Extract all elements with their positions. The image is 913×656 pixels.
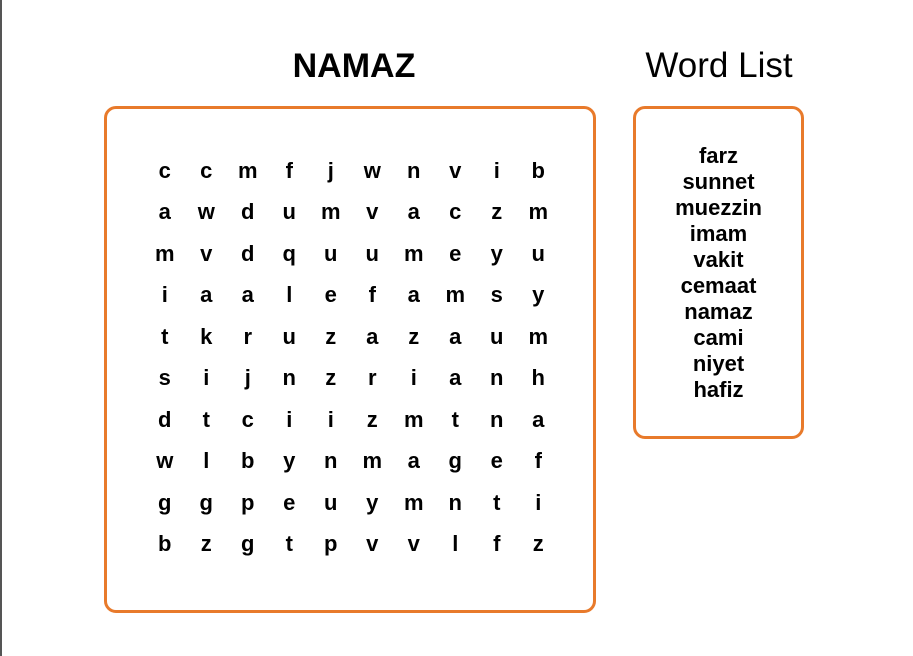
grid-cell[interactable]: y — [366, 489, 379, 515]
grid-cell[interactable]: q — [282, 240, 296, 266]
grid-cell[interactable]: v — [366, 199, 379, 225]
grid-cell[interactable]: a — [407, 199, 420, 225]
grid-cell[interactable]: s — [158, 365, 171, 391]
grid-cell[interactable]: e — [490, 448, 503, 474]
grid-cell[interactable]: u — [490, 323, 504, 349]
grid-cell[interactable]: n — [448, 489, 462, 515]
grid-cell[interactable]: z — [325, 365, 337, 391]
grid-cell[interactable]: i — [203, 365, 210, 391]
grid-cell[interactable]: i — [535, 489, 542, 515]
grid-cell[interactable]: t — [285, 531, 293, 557]
grid-cell[interactable]: n — [490, 365, 504, 391]
grid-cell[interactable]: w — [197, 199, 215, 225]
word-list-item: farz — [698, 143, 739, 168]
grid-cell[interactable]: c — [449, 199, 462, 225]
grid-cell[interactable]: j — [244, 365, 251, 391]
grid-cell[interactable]: m — [528, 199, 549, 225]
grid-cell[interactable]: d — [241, 240, 255, 266]
grid-cell[interactable]: m — [403, 406, 424, 432]
grid-cell[interactable]: y — [283, 448, 296, 474]
grid-cell[interactable]: b — [531, 157, 545, 183]
grid-cell[interactable]: l — [286, 282, 293, 308]
word-list-item: niyet — [692, 351, 745, 376]
grid-cell[interactable]: i — [286, 406, 293, 432]
grid-cell[interactable]: g — [199, 489, 213, 515]
grid-cell[interactable]: r — [243, 323, 253, 349]
grid-cell[interactable]: z — [491, 199, 503, 225]
grid-cell[interactable]: t — [161, 323, 169, 349]
grid-cell[interactable]: i — [493, 157, 500, 183]
grid-cell[interactable]: v — [449, 157, 462, 183]
grid-cell[interactable]: z — [532, 531, 544, 557]
grid-cell[interactable]: a — [407, 448, 420, 474]
grid-cell[interactable]: f — [534, 448, 542, 474]
word-list — [633, 143, 804, 403]
word-list-item: cemaat — [680, 273, 757, 298]
grid-cell[interactable]: m — [403, 240, 424, 266]
grid-cell[interactable]: w — [156, 448, 174, 474]
grid-cell[interactable]: a — [532, 406, 545, 432]
page-edge-line — [0, 0, 2, 656]
grid-cell[interactable]: g — [241, 531, 255, 557]
word-list-item: namaz — [684, 299, 753, 324]
grid-cell[interactable]: z — [366, 406, 378, 432]
grid-cell[interactable]: u — [324, 240, 338, 266]
grid-cell[interactable]: u — [531, 240, 545, 266]
word-list-item: imam — [689, 221, 748, 246]
grid-cell[interactable]: d — [241, 199, 255, 225]
grid-cell[interactable]: b — [241, 448, 255, 474]
grid-cell[interactable]: a — [200, 282, 213, 308]
grid-cell[interactable]: p — [241, 489, 255, 515]
grid-cell[interactable]: z — [408, 323, 420, 349]
grid-cell[interactable]: v — [366, 531, 379, 557]
grid-cell[interactable]: v — [200, 240, 213, 266]
grid-cell[interactable]: p — [324, 531, 338, 557]
grid-cell[interactable]: i — [327, 406, 334, 432]
grid-cell[interactable]: m — [320, 199, 341, 225]
grid-cell[interactable]: t — [493, 489, 501, 515]
grid-cell[interactable]: i — [410, 365, 417, 391]
grid-cell[interactable]: u — [324, 489, 338, 515]
grid-cell[interactable]: d — [158, 406, 172, 432]
grid-cell[interactable]: a — [158, 199, 171, 225]
grid-cell[interactable]: y — [532, 282, 545, 308]
grid-cell[interactable]: s — [490, 282, 503, 308]
grid-cell[interactable]: a — [449, 323, 462, 349]
grid-cell[interactable]: a — [241, 282, 254, 308]
grid-cell[interactable]: r — [367, 365, 377, 391]
grid-cell[interactable]: f — [493, 531, 501, 557]
grid-cell[interactable]: e — [449, 240, 462, 266]
grid-cell[interactable]: m — [362, 448, 383, 474]
grid-cell[interactable]: t — [202, 406, 210, 432]
word-list-item: hafiz — [693, 377, 744, 402]
word-list-title: Word List — [645, 46, 793, 85]
grid-cell[interactable]: e — [283, 489, 296, 515]
grid-cell[interactable]: a — [366, 323, 379, 349]
grid-cell[interactable]: y — [490, 240, 503, 266]
grid-cell[interactable]: g — [158, 489, 172, 515]
grid-cell[interactable]: v — [407, 531, 420, 557]
grid-cell[interactable]: k — [200, 323, 213, 349]
grid-cell[interactable]: a — [407, 282, 420, 308]
grid-cell[interactable]: b — [158, 531, 172, 557]
grid-cell[interactable]: u — [365, 240, 379, 266]
grid-cell[interactable]: u — [282, 199, 296, 225]
grid-cell[interactable]: f — [368, 282, 376, 308]
word-list-item: sunnet — [682, 169, 755, 194]
grid-cell[interactable]: z — [200, 531, 212, 557]
letter-grid[interactable] — [144, 150, 559, 565]
grid-cell[interactable]: m — [445, 282, 466, 308]
grid-cell[interactable]: a — [449, 365, 462, 391]
puzzle-title: NAMAZ — [292, 47, 416, 85]
grid-cell[interactable]: m — [528, 323, 549, 349]
grid-cell[interactable]: m — [237, 157, 258, 183]
grid-cell[interactable]: m — [154, 240, 175, 266]
grid-cell[interactable]: e — [324, 282, 337, 308]
grid-cell[interactable]: c — [158, 157, 171, 183]
grid-cell[interactable]: n — [490, 406, 504, 432]
grid-cell[interactable]: i — [161, 282, 168, 308]
grid-cell[interactable]: w — [363, 157, 381, 183]
grid-cell[interactable]: n — [324, 448, 338, 474]
grid-cell[interactable]: n — [407, 157, 421, 183]
grid-cell[interactable]: j — [327, 157, 334, 183]
grid-cell[interactable]: m — [403, 489, 424, 515]
grid-cell[interactable]: c — [200, 157, 213, 183]
word-list-item: cami — [693, 325, 744, 350]
grid-cell[interactable]: f — [285, 157, 293, 183]
grid-cell[interactable]: g — [448, 448, 462, 474]
grid-cell[interactable]: u — [282, 323, 296, 349]
grid-cell[interactable]: l — [203, 448, 210, 474]
grid-cell[interactable]: c — [241, 406, 254, 432]
grid-cell[interactable]: t — [451, 406, 459, 432]
word-list-item: muezzin — [675, 195, 762, 220]
grid-cell[interactable]: l — [452, 531, 459, 557]
word-list-item: vakit — [693, 247, 744, 272]
grid-cell[interactable]: n — [282, 365, 296, 391]
grid-cell[interactable]: z — [325, 323, 337, 349]
grid-cell[interactable]: h — [531, 365, 545, 391]
